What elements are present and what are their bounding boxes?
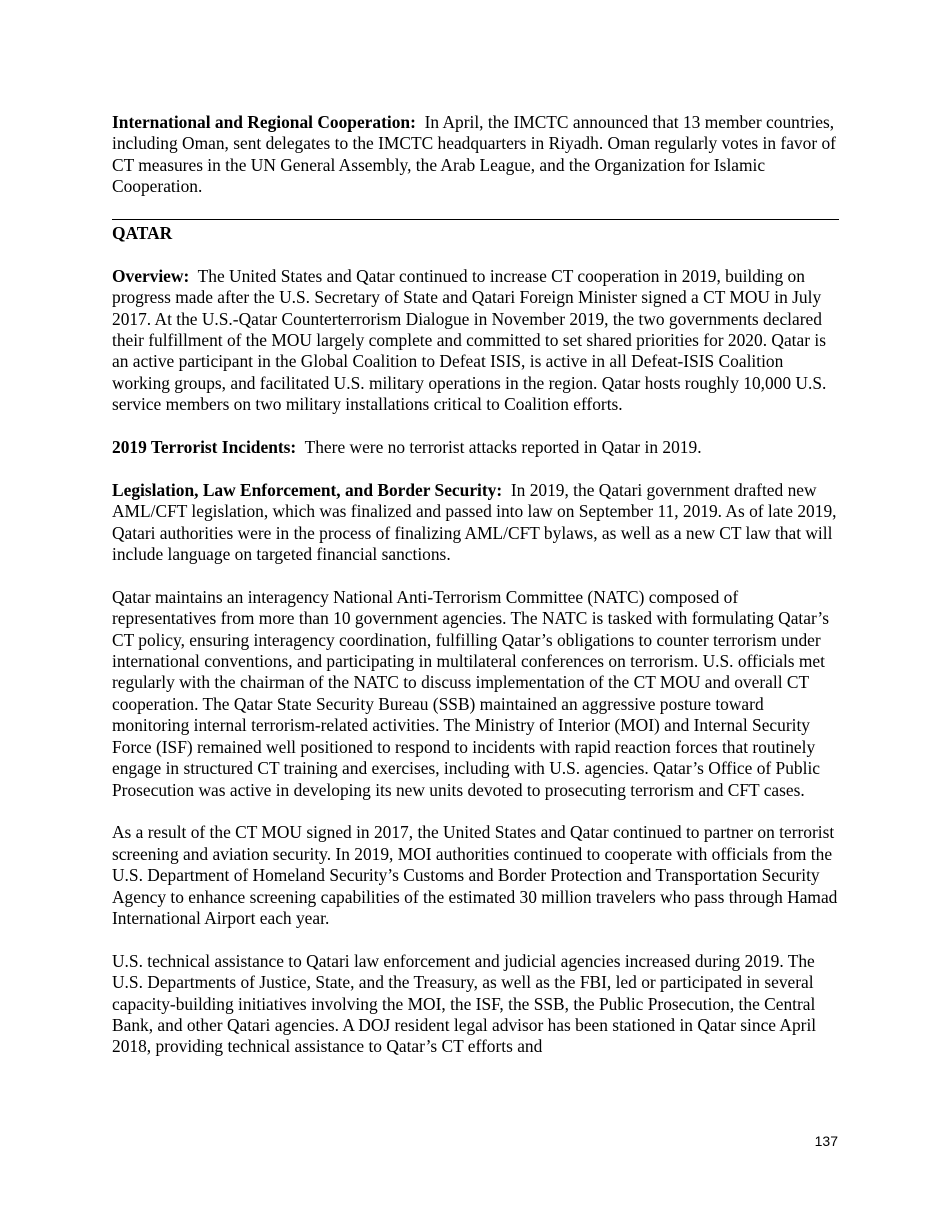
incidents-text: There were no terrorist attacks reported in Qatar in 2019. <box>304 437 702 458</box>
page-number: 137 <box>814 1133 838 1149</box>
body-paragraph-natc: Qatar maintains an interagency National Anti-Terrorism Committee (NATC) composed of representatives from more than 10 government agencies. The NATC is tasked with formulating Qatar’s CT policy, ensuring interagency coordination, fulfilling Qatar’s obligations to counter terrorism under international conventions, and participating in multilateral conferences on terrorism. U.S. officials met regularly with the chairman of the NATC to discuss implementation of the CT MOU and overall CT cooperation. The Qatar State Security Bureau (SSB) maintained an aggressive posture toward monitoring internal terrorism-related activities. The Ministry of Interior (MOI) and Internal Security Force (ISF) remained well positioned to respond to incidents with rapid reaction forces that routinely engage in structured CT training and exercises, including with U.S. agencies. Qatar’s Office of Public Prosecution was active in developing its new units devoted to prosecuting terrorism and CFT cases. <box>112 586 830 800</box>
overview-text: The United States and Qatar continued to increase CT cooperation in 2019, building on progress made after the U.S. Secretary of State and Qatari Foreign Minister signed a CT MOU in July 2017. At the U.S.-Qatar Counterterrorism Dialogue in November 2019, the two governments declared their fulfillment of the MOU largely complete and committed to set shared priorities for 2020. Qatar is an active participant in the Global Coalition to Defeat ISIS, is active in all Defeat-ISIS Coalition working groups, and facilitated U.S. military operations in the region. Qatar hosts roughly 10,000 U.S. service members on two military installations critical to Coalition efforts. <box>112 265 827 415</box>
legislation-text: In 2019, the Qatari government drafted new AML/CFT legislation, which was finalized and passed into law on September 11, 2019. As of late 2019, Qatari authorities were in the process of finalizing AML/CFT bylaws, as well as a new CT law that will include language on targeted financial sanctions. <box>112 479 837 565</box>
overview-heading: Overview: <box>112 265 190 286</box>
section-divider <box>112 219 839 220</box>
intro-text: In April, the IMCTC announced that 13 member countries, including Oman, sent delegates to the IMCTC headquarters in Riyadh. Oman regularly votes in favor of CT measures in the UN General Assembly, the Arab League, and the Organization for Islamic Cooperation. <box>112 112 836 197</box>
body-paragraph-technical-assistance: U.S. technical assistance to Qatari law enforcement and judicial agencies increased during 2019. The U.S. Departments of Justice, State, and the Treasury, as well as the FBI, led or participated in several capacity-building initiatives involving the MOI, the ISF, the SSB, the Public Prosecution, the Central Bank, and other Qatari agencies. A DOJ resident legal advisor has been stationed in Qatar since April 2018, providing technical assistance to Qatar’s CT efforts and <box>112 950 817 1057</box>
legislation-heading: Legislation, Law Enforcement, and Border Security: <box>112 479 503 500</box>
country-heading: QATAR <box>112 223 173 244</box>
incidents-heading: 2019 Terrorist Incidents: <box>112 437 297 458</box>
legislation-paragraph <box>112 480 839 566</box>
document-page <box>112 112 839 1079</box>
intro-heading: International and Regional Cooperation: <box>112 112 416 132</box>
incidents-paragraph <box>112 437 839 458</box>
intro-paragraph <box>112 112 839 198</box>
body-paragraph-screening: As a result of the CT MOU signed in 2017, the United States and Qatar continued to partner on terrorist screening and aviation security. In 2019, MOI authorities continued to cooperate with officials from the U.S. Department of Homeland Security’s Customs and Border Protection and Transportation Security Agency to enhance screening capabilities of the estimated 30 million travelers who pass through Hamad International Airport each year. <box>112 822 838 928</box>
overview-paragraph <box>112 266 839 416</box>
